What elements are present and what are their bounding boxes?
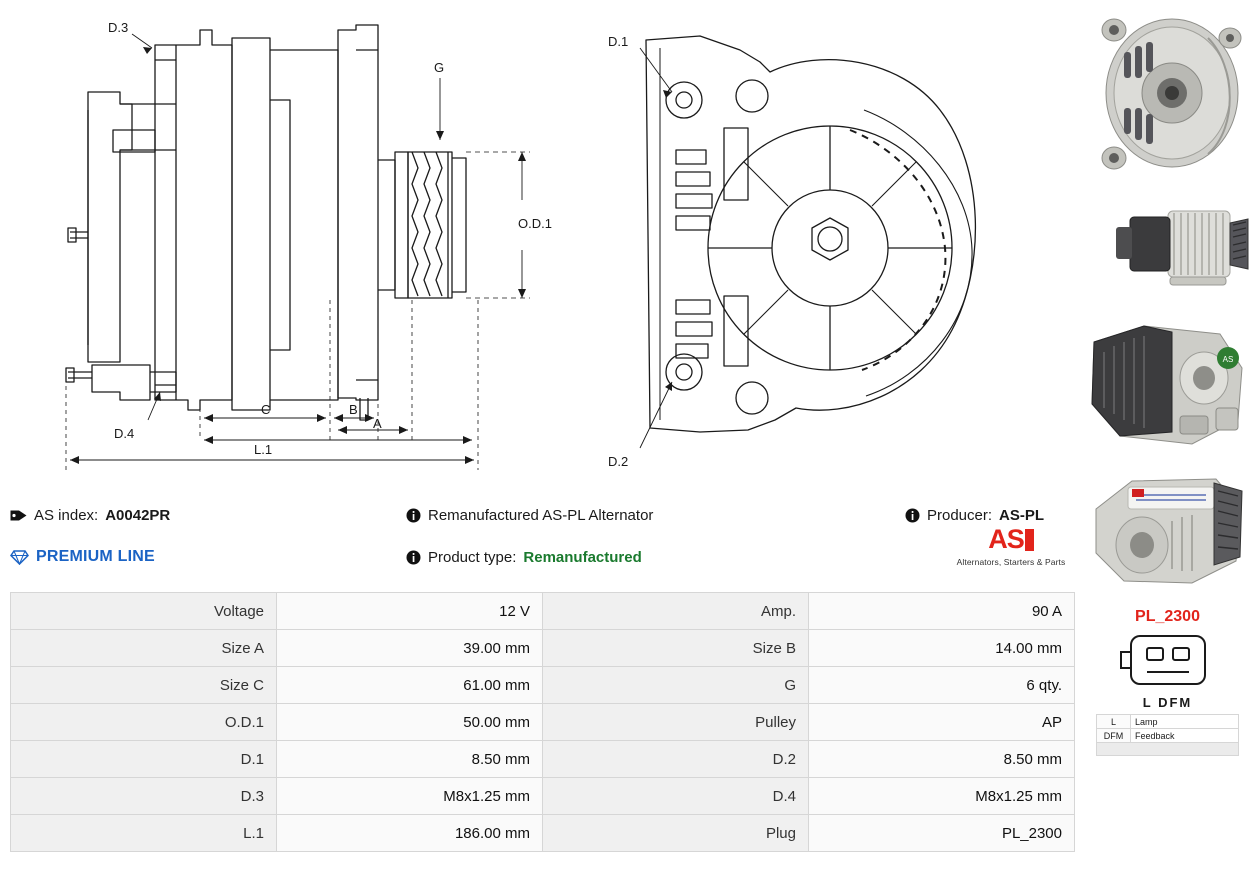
- spec-value: 12 V: [277, 593, 543, 630]
- product-photo-front[interactable]: [1080, 8, 1255, 183]
- tag-icon: [10, 509, 27, 522]
- spec-value: 14.00 mm: [809, 630, 1075, 667]
- diamond-icon: [10, 550, 29, 565]
- spec-key: Amp.: [543, 593, 809, 630]
- premium-line: [10, 542, 155, 572]
- table-row: [11, 778, 1075, 815]
- product-photo-side[interactable]: [1080, 189, 1255, 306]
- spec-value: AP: [809, 704, 1075, 741]
- spec-key: Size C: [11, 667, 277, 704]
- spec-value: 8.50 mm: [277, 741, 543, 778]
- technical-drawings: [0, 0, 1075, 490]
- spec-key: D.1: [11, 741, 277, 778]
- spec-key: D.4: [543, 778, 809, 815]
- product-type-label: Product type:: [428, 548, 517, 566]
- table-row: [1097, 715, 1239, 729]
- plug-legend-code: DFM: [1097, 729, 1131, 743]
- label-od1: O.D.1: [518, 216, 552, 231]
- as-pl-logo: [947, 526, 1075, 567]
- spec-table-body: [11, 593, 1075, 852]
- spec-key: D.3: [11, 778, 277, 815]
- plug-legend-table: [1096, 714, 1239, 743]
- label-g: G: [434, 60, 445, 75]
- product-description: [406, 500, 653, 530]
- table-row: [11, 630, 1075, 667]
- plug-diagram: [1103, 632, 1233, 693]
- spec-value: 61.00 mm: [277, 667, 543, 704]
- info-icon: [406, 550, 421, 565]
- label-l1: L.1: [254, 442, 273, 457]
- plug-legend-desc: Lamp: [1131, 715, 1239, 729]
- product-description-text: Remanufactured AS-PL Alternator: [428, 506, 654, 524]
- spec-value: 90 A: [809, 593, 1075, 630]
- spec-value: 186.00 mm: [277, 815, 543, 852]
- plug-code: PL_2300: [1135, 608, 1200, 625]
- product-type-value: Remanufactured: [523, 548, 642, 566]
- as-index-label: AS index:: [34, 506, 99, 524]
- table-row: [11, 815, 1075, 852]
- table-row: [11, 667, 1075, 704]
- spec-key: O.D.1: [11, 704, 277, 741]
- info-icon: [905, 508, 920, 523]
- label-d3: D.3: [108, 20, 129, 35]
- label-d4: D.4: [114, 426, 135, 441]
- product-photo-labelled[interactable]: [1080, 465, 1255, 598]
- spec-key: D.2: [543, 741, 809, 778]
- product-photo-angled[interactable]: [1080, 312, 1255, 459]
- spec-key: L.1: [11, 815, 277, 852]
- spec-key: G: [543, 667, 809, 704]
- spec-key: Pulley: [543, 704, 809, 741]
- spec-value: 6 qty.: [809, 667, 1075, 704]
- plug-legend-desc: Feedback: [1131, 729, 1239, 743]
- premium-line-label: PREMIUM LINE: [36, 548, 155, 565]
- spec-key: Plug: [543, 815, 809, 852]
- info-row-1: [10, 500, 1075, 538]
- label-d1: D.1: [608, 34, 629, 49]
- label-c: C: [261, 402, 271, 417]
- as-index: [10, 500, 170, 530]
- table-row: [11, 593, 1075, 630]
- table-row: [11, 704, 1075, 741]
- drawing-svg: [0, 0, 1075, 490]
- product-photo-gallery: [1080, 8, 1255, 756]
- label-b: B: [349, 402, 358, 417]
- info-row-2: [10, 538, 1075, 576]
- spec-value: 8.50 mm: [809, 741, 1075, 778]
- product-type: [406, 542, 642, 572]
- table-row: [1097, 729, 1239, 743]
- spec-value: 50.00 mm: [277, 704, 543, 741]
- product-info: [10, 500, 1075, 580]
- plug-pin-labels: L DFM: [1142, 695, 1193, 710]
- spec-value: M8x1.25 mm: [809, 778, 1075, 815]
- svg-text:AS: AS: [1222, 355, 1234, 364]
- as-pl-logo-bar: [1025, 529, 1034, 551]
- spec-key: Size B: [543, 630, 809, 667]
- as-pl-logo-mark: AS: [988, 524, 1024, 554]
- specifications-table: [10, 592, 1075, 852]
- plug-legend-code: L: [1097, 715, 1131, 729]
- label-a: A: [373, 416, 382, 431]
- spec-key: Voltage: [11, 593, 277, 630]
- producer-label: Producer:: [927, 506, 993, 524]
- as-index-value: A0042PR: [105, 506, 171, 524]
- spec-key: Size A: [11, 630, 277, 667]
- info-icon: [406, 508, 421, 523]
- label-d2: D.2: [608, 454, 629, 469]
- as-pl-logo-subtitle: Alternators, Starters & Parts: [956, 557, 1066, 567]
- spec-value: PL_2300: [809, 815, 1075, 852]
- spec-value: 39.00 mm: [277, 630, 543, 667]
- plug-legend-footer: [1096, 743, 1239, 756]
- producer-value: AS-PL: [999, 506, 1045, 524]
- spec-value: M8x1.25 mm: [277, 778, 543, 815]
- table-row: [11, 741, 1075, 778]
